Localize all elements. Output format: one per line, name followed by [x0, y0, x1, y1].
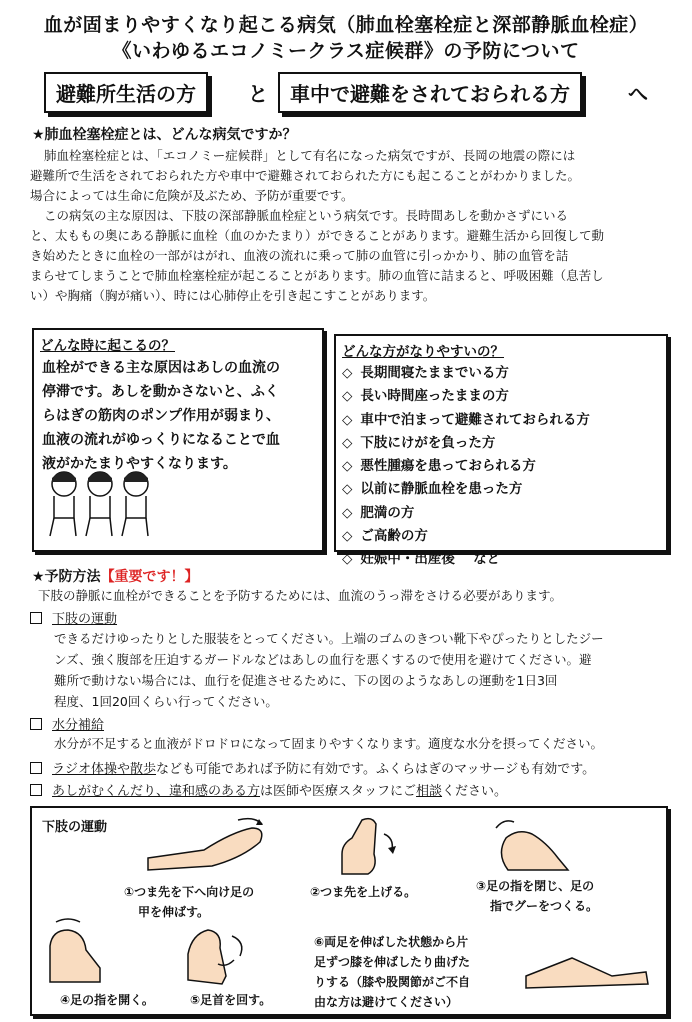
exercise-title: 下肢の運動 — [52, 612, 118, 627]
checkbox-icon — [30, 762, 42, 774]
who-item: ◇ 肥満の方 — [342, 504, 415, 521]
foot-point-down-illustration — [142, 814, 272, 876]
prevention-item-activity: ラジオ体操や散歩なども可能であれば予防に有効です。ふくらはぎのマッサージも有効です。 — [30, 758, 595, 777]
who-item: ◇ 車中で泊まって避難されておられる方 — [342, 411, 590, 428]
intro-line: 肺血栓塞栓症とは、「エコノミー症候群」として有名になった病気ですが、長岡の地震の際には — [44, 148, 576, 163]
intro-line: 避難所で生活をされておられた方や車中で避難されておられた方にも起こることがわかりました。 — [30, 168, 581, 183]
diamond-icon: ◇ — [342, 481, 353, 498]
intro-line: き始めたときに血栓の一部がはがれ、血液の流れに乗って肺の血管に引っかかり、肺の血管を詰 — [30, 248, 569, 263]
who-item: ◇ 悪性腫瘍を患っておられる方 — [342, 458, 536, 475]
exercise-line: できるだけゆったりとした服装をとってください。上端のゴムのきつい靴下やぴったりとしたジー — [54, 631, 604, 646]
who-item: ◇ 長い時間座ったままの方 — [342, 388, 509, 405]
foot-toes-up-illustration — [332, 814, 422, 878]
checkbox-icon — [30, 718, 42, 730]
step-3-caption: ③足の指を閉じ、足の 指でグーをつくる。 — [476, 879, 599, 913]
when-line: 液がかたまりやすくなります。 — [42, 456, 237, 472]
intro-line: この病気の主な原因は、下肢の深部静脈血栓症という病気です。長時間あしを動かさずにいる — [44, 208, 569, 223]
hydration-body: 水分が不足すると血液がドロドロになって固まりやすくなります。適度な水分を摂ってください。 — [54, 736, 604, 751]
hydration-title: 水分補給 — [52, 718, 105, 733]
intro-line: まらせてしまうことで肺血栓塞栓症が起こることがあります。肺の血管に詰まると、呼吸困難（息苦し — [30, 268, 604, 283]
diamond-icon: ◇ — [342, 365, 353, 381]
diamond-icon: ◇ — [342, 504, 353, 521]
diamond-icon: ◇ — [342, 388, 353, 405]
when-heading: どんな時に起こるの？ — [40, 338, 175, 354]
diamond-icon: ◇ — [342, 551, 353, 568]
checkbox-icon — [30, 784, 42, 796]
who-item: ◇ 妊娠中・出産後 など — [342, 551, 501, 568]
title-line-2: 《いわゆるエコノミークラス症候群》の予防について — [112, 40, 580, 62]
diamond-icon: ◇ — [342, 411, 353, 428]
target-banner-shelter: 避難所生活の方 — [44, 72, 208, 113]
exercise-line: 程度、1回20回くらい行ってください。 — [54, 694, 278, 709]
knee-bend-illustration — [522, 936, 652, 990]
banner-suffix: へ — [628, 82, 648, 106]
who-item: ◇ 以前に静脈血栓を患った方 — [342, 481, 523, 498]
exercise-line: ンズ、強く腹部を圧迫するガードルなどはあしの血行を悪くするので使用を避けてください。避 — [54, 652, 592, 667]
prevention-item-hydration — [30, 714, 104, 733]
step-4-caption: ④足の指を開く。 — [60, 993, 154, 1007]
when-line: らはぎの筋肉のポンプ作用が弱まり、 — [42, 408, 280, 424]
when-line: 停滞です。あしを動かさないと、ふく — [42, 384, 279, 400]
intro-heading: ★肺血栓塞栓症とは、どんな病気ですか？ — [32, 127, 297, 143]
foot-curl-toes-illustration — [488, 814, 578, 874]
prevention-item-consult: あしがむくんだり、違和感のある方は医師や医療スタッフにご相談ください。 — [30, 780, 507, 799]
when-box — [32, 328, 324, 552]
who-item: ◇ ご高齢の方 — [342, 528, 428, 545]
prevention-lead: 下肢の静脈に血栓ができることを予防するためには、血流のうっ滞をさける必要があります。 — [38, 588, 563, 603]
step-5-caption: ⑤足首を回す。 — [190, 993, 272, 1007]
intro-body — [30, 146, 680, 306]
when-line: 血液の流れがゆっくりになることで血 — [42, 432, 280, 448]
exercise-diagram-box — [30, 806, 668, 1016]
intro-line: 場合によっては生命に危険が及ぶため、予防が重要です。 — [30, 188, 354, 203]
diamond-icon: ◇ — [342, 434, 353, 451]
who-item: ◇ 長期間寝たままでいる方 — [342, 365, 509, 381]
exercise-line: 難所で動けない場合には、血行を促進させるために、下の図のようなあしの運動を1日3回 — [54, 673, 558, 688]
important-label: 【重要です！】 — [100, 569, 199, 585]
exercise-body — [54, 628, 682, 712]
who-item: ◇ 下肢にけがを負った方 — [342, 434, 496, 451]
diamond-icon: ◇ — [342, 458, 353, 475]
ankle-rotate-illustration — [182, 920, 258, 988]
banner-join: と — [248, 82, 268, 106]
step-1-caption: ①つま先を下へ向け足の 甲を伸ばす。 — [124, 885, 255, 919]
target-banner-car: 車中で避難をされておられる方 — [278, 72, 582, 113]
step-2-caption: ②つま先を上げる。 — [310, 885, 417, 899]
prevention-heading: ★予防方法【重要です！】 — [32, 569, 199, 585]
intro-line: と、太ももの奥にある静脈に血栓（血のかたまり）ができることがあります。避難生活から回復して動 — [30, 228, 605, 243]
title-line-1: 血が固まりやすくなり起こる病気（肺血栓塞栓症と深部静脈血栓症） — [43, 14, 649, 36]
prevention-item-exercise — [30, 608, 117, 627]
seated-people-illustration — [42, 466, 162, 542]
who-heading: どんな方がなりやすいの？ — [342, 344, 504, 360]
intro-line: い）や胸痛（胸が痛い）、時には心肺停止を引き起こすことがあります。 — [30, 288, 436, 303]
who-box — [334, 334, 668, 568]
step-6-caption: ⑥両足を伸ばした状態から片 足ずつ膝を伸ばしたり曲げた りする（膝や股関節がご不自 由な方は避けてください） — [314, 935, 471, 1009]
checkbox-icon — [30, 612, 42, 624]
when-line: 血栓ができる主な原因はあしの血流の — [42, 360, 280, 376]
foot-spread-toes-illustration — [40, 916, 116, 986]
diagram-title: 下肢の運動 — [42, 820, 108, 835]
diamond-icon: ◇ — [342, 528, 353, 545]
